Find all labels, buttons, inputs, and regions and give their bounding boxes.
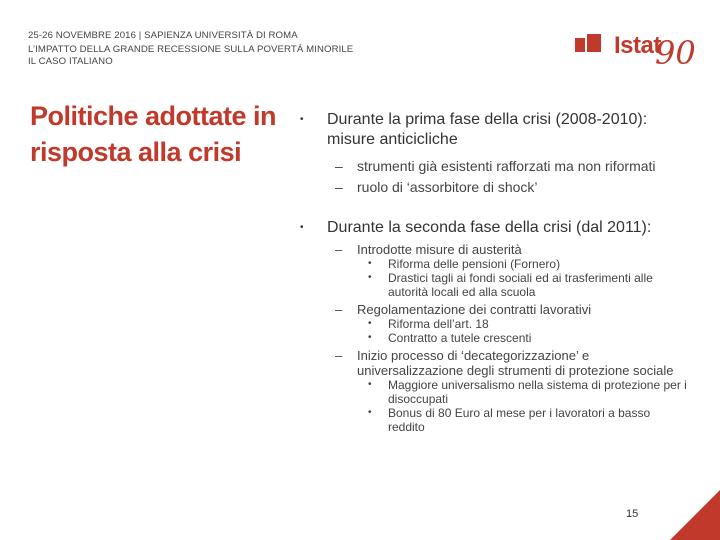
bullet-dot-icon: • <box>368 379 372 390</box>
sub-sub-bullet <box>300 271 690 299</box>
sub-bullet <box>300 302 690 317</box>
bullet-dot-icon: • <box>300 114 304 125</box>
sub-sub-bullet-text: Riforma dell’art. 18 <box>388 317 489 331</box>
bullet-dot-icon: • <box>368 272 372 283</box>
sub-sub-bullet-text: Bonus di 80 Euro al mese per i lavoratori a basso reddito <box>388 406 651 434</box>
bullet-dot-icon: • <box>368 318 372 329</box>
logo-wordmark: Istat <box>614 32 661 59</box>
slide-title: Politiche adottate in risposta alla crisi <box>30 101 277 167</box>
page-number: 15 <box>626 508 639 520</box>
sub-sub-bullet <box>300 331 690 345</box>
sub-sub-bullet-text: Riforma delle pensioni (Fornero) <box>388 257 561 271</box>
bullet-dot-icon: • <box>368 258 372 269</box>
dash-icon: – <box>335 158 343 174</box>
corner-decoration <box>660 490 720 540</box>
dash-icon: – <box>335 302 343 317</box>
sub-sub-bullet <box>300 378 690 406</box>
sub-bullet-text: strumenti già esistenti rafforzati ma non riformati <box>357 158 656 174</box>
sub-bullet <box>300 158 690 175</box>
header-subtitle-line: IL CASO ITALIANO <box>28 56 113 67</box>
sub-sub-bullet-text: Contratto a tutele crescenti <box>388 331 532 345</box>
bullet-dot-icon: • <box>300 222 304 233</box>
bullet-dot-icon: • <box>368 407 372 418</box>
header-event-line: 25-26 NOVEMBRE 2016 | SAPIENZA UNIVERSITÀ DI ROMA <box>28 30 298 41</box>
sub-bullet <box>300 179 690 196</box>
sub-sub-bullet <box>300 257 690 271</box>
bullet-dot-icon: • <box>368 332 372 343</box>
sub-bullet-text: Regolamentazione dei contratti lavorativi <box>357 302 592 317</box>
istat-logo <box>573 30 696 72</box>
sub-bullet-text: ruolo di ‘assorbitore di shock’ <box>357 179 538 195</box>
sub-bullet-text: Introdotte misure di austerità <box>357 242 522 257</box>
sub-bullet-text: Inizio processo di ‘decategorizzazione’ e universalizzazione degli strumenti di protezione sociale <box>357 348 674 378</box>
bullet-text: Durante la prima fase della crisi (2008-2010): misure anticicliche <box>327 111 648 148</box>
dash-icon: – <box>335 348 343 363</box>
sub-sub-bullet-text: Maggiore universalismo nella sistema di protezione per i disoccupati <box>388 378 687 406</box>
sub-bullet <box>300 242 690 257</box>
sub-sub-bullet-text: Drastici tagli ai fondi sociali ed ai trasferimenti alle autorità locali ed alla scuola <box>388 271 653 299</box>
logo-mark-small <box>575 38 585 52</box>
header-title-line: L’IMPATTO DELLA GRANDE RECESSIONE SULLA POVERTÁ MINORILE <box>28 44 354 55</box>
sub-sub-bullet <box>300 317 690 331</box>
dash-icon: – <box>335 179 343 195</box>
bullet-text: Durante la seconda fase della crisi (dal 2011): <box>327 219 652 236</box>
bullet-second-phase <box>300 218 690 238</box>
sub-bullet <box>300 348 690 378</box>
bullet-first-phase <box>300 110 690 150</box>
logo-anniversary: 90 <box>655 34 696 72</box>
dash-icon: – <box>335 242 343 257</box>
sub-sub-bullet <box>300 406 690 434</box>
logo-mark-large <box>587 34 601 52</box>
slide-content <box>300 110 690 434</box>
